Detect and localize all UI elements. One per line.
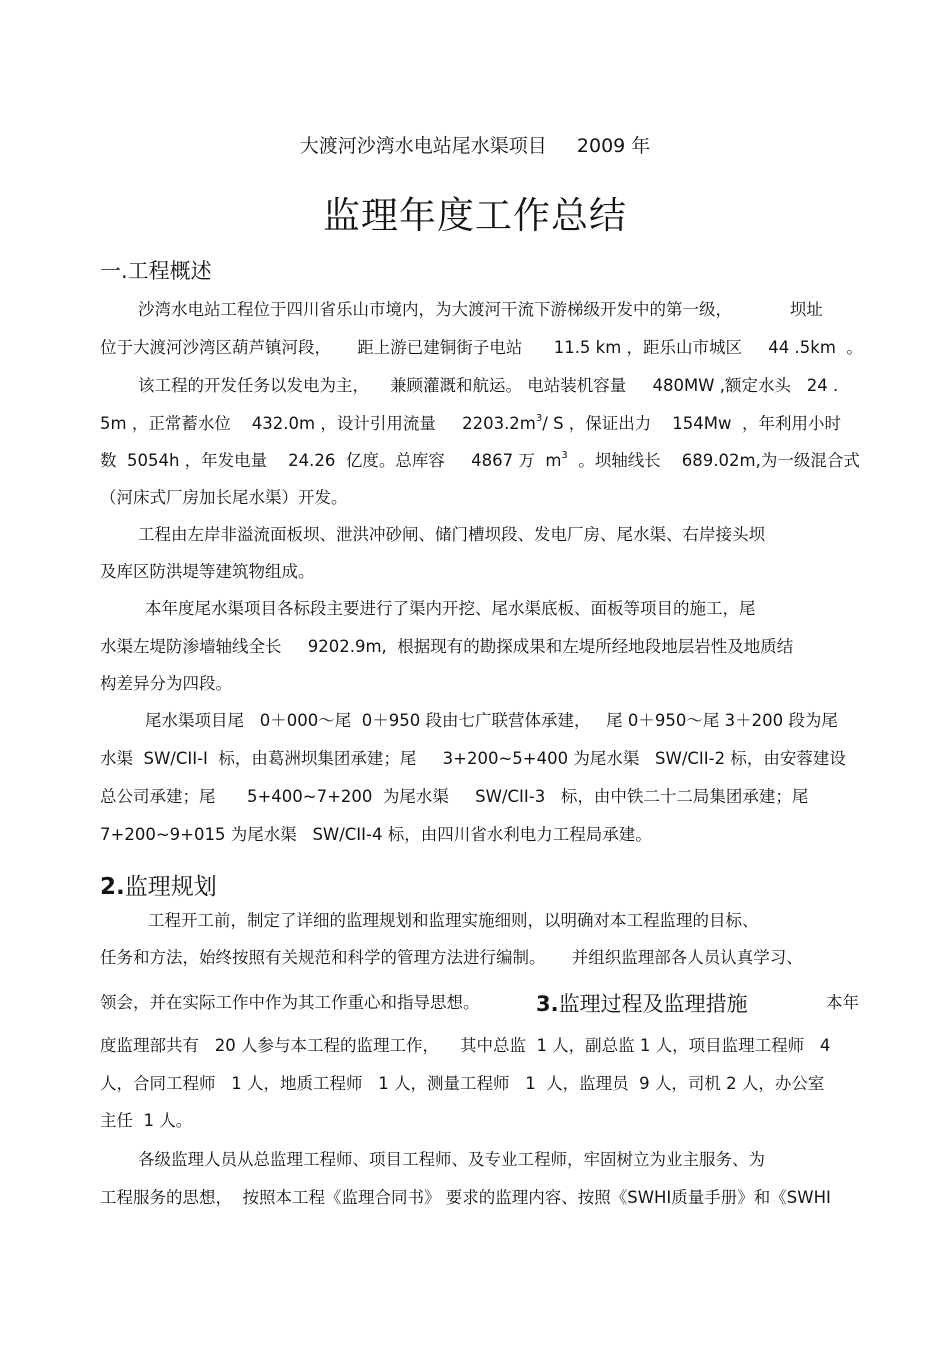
section-heading-process: 3.监理过程及监理措施 (536, 992, 748, 1016)
paragraph-line: 位于大渡河沙湾区葫芦镇河段， 距上游已建铜街子电站 11.5 km ，距乐山市城区 44 .5km 。 (100, 338, 863, 357)
paragraph-line: 工程服务的思想， 按照本工程《监理合同书》 要求的监理内容、按照《SWHI质量手册》和《SWHI (100, 1188, 831, 1207)
paragraph-line: 度监理部共有 20 人参与本工程的监理工作， 其中总监 1 人，副总监 1 人，项目监理工程师 4 (100, 1036, 831, 1055)
paragraph-line: 总公司承建；尾 5+400~7+200 为尾水渠 SW/CII-3 标，由中铁二十二局集团承建；尾 (100, 787, 809, 806)
paragraph-line: 本年 (826, 993, 859, 1012)
section-heading-planning: 2.监理规划 (100, 874, 217, 900)
paragraph-line: 水渠左堤防渗墙轴线全长 9202.9m, 根据现有的勘探成果和左堤所经地段地层岩性及地质结 (100, 637, 794, 656)
paragraph-line: 及库区防洪堤等建筑物组成。 (100, 562, 315, 581)
paragraph-line: 沙湾水电站工程位于四川省乐山市境内，为大渡河干流下游梯级开发中的第一级， 坝址 (138, 300, 823, 319)
paragraph-line: 尾水渠项目尾 0＋000～尾 0＋950 段由七广联营体承建， 尾 0＋950～尾 3＋200 段为尾 (145, 711, 838, 730)
paragraph-line: 任务和方法，始终按照有关规范和科学的管理方法进行编制。 并组织监理部各人员认真学习、 (100, 948, 803, 967)
paragraph-line: 各级监理人员从总监理工程师、项目工程师、及专业工程师，牢固树立为业主服务、为 (138, 1150, 765, 1169)
document-title: 监理年度工作总结 (323, 194, 627, 237)
paragraph-line: 该工程的开发任务以发电为主， 兼顾灌溉和航运。 电站装机容量 480MW ,额定水头 24 . (138, 376, 839, 395)
paragraph-line: 7+200~9+015 为尾水渠 SW/CII-4 标，由四川省水利电力工程局承建。 (100, 825, 652, 844)
paragraph-line: 本年度尾水渠项目各标段主要进行了渠内开挖、尾水渠底板、面板等项目的施工，尾 (145, 599, 756, 618)
document-subtitle: 大渡河沙湾水电站尾水渠项目 2009 年 (299, 135, 651, 157)
paragraph-line: 领会，并在实际工作中作为其工作重心和指导思想。 (100, 993, 480, 1012)
paragraph-line: 5m ，正常蓄水位 432.0m ，设计引用流量 $2203.2m^3/$ S ，保证出力 154Mw ，年利用小时 (100, 413, 841, 433)
paragraph-line: 工程由左岸非溢流面板坝、泄洪冲砂闸、储门槽坝段、发电厂房、尾水渠、右岸接头坝 (138, 525, 765, 544)
paragraph-line: 水渠 SW/CII-I 标，由葛洲坝集团承建；尾 3+200~5+400 为尾水渠 SW/CII-2 标，由安蓉建设 (100, 749, 846, 768)
section-heading-overview: 一.工程概述 (100, 259, 212, 283)
paragraph-line: （河床式厂房加长尾水渠）开发。 (100, 488, 348, 507)
paragraph-line: 构差异分为四段。 (100, 674, 232, 693)
paragraph-line: 人，合同工程师 1 人，地质工程师 1 人，测量工程师 1 人，监理员 9 人，司机 2 人，办公室 (100, 1074, 825, 1093)
paragraph-line: 数 5054h ，年发电量 24.26 亿度。总库容 4867 万 $m^3$ 。坝轴线长 689.02m,为一级混合式 (100, 450, 860, 470)
paragraph-line: 主任 1 人。 (100, 1111, 193, 1130)
paragraph-line: 工程开工前，制定了详细的监理规划和监理实施细则，以明确对本工程监理的目标、 (148, 911, 759, 930)
